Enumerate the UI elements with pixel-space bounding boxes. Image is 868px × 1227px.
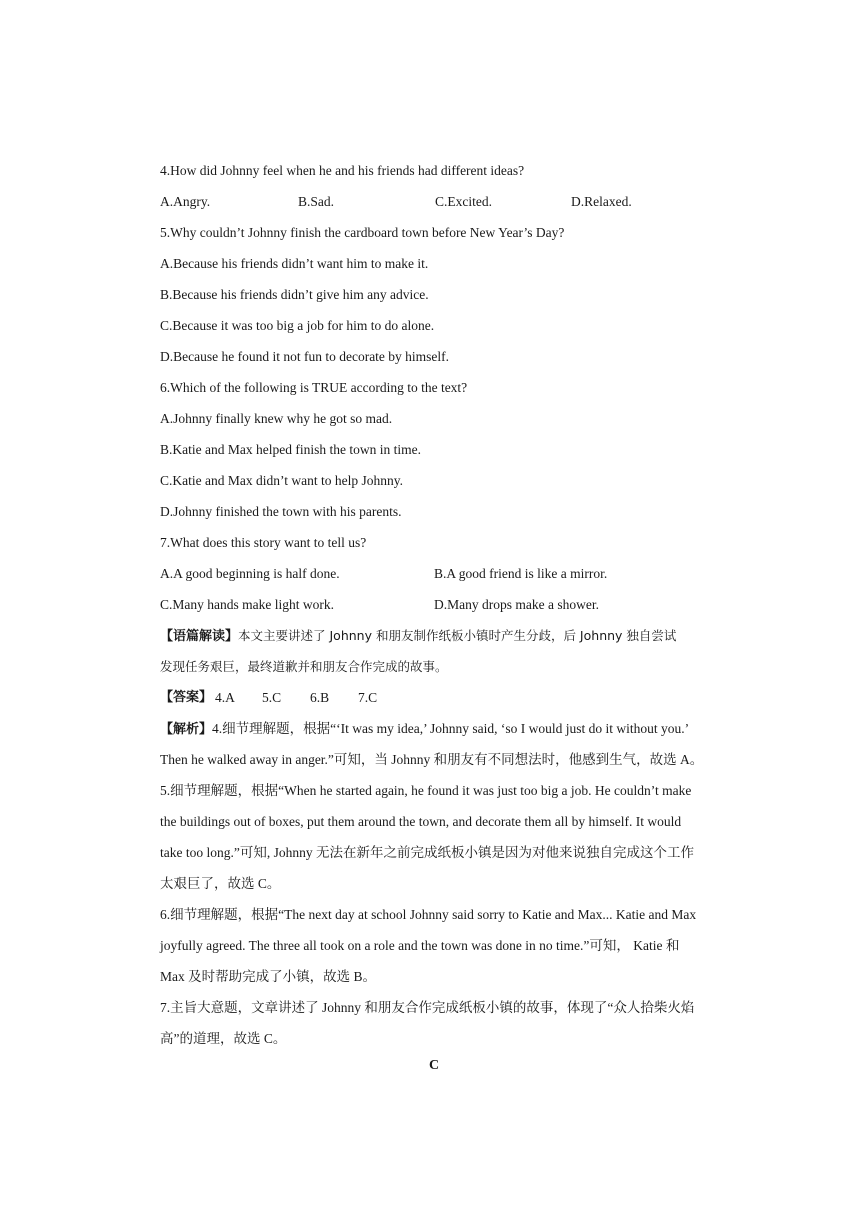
section-heading-c: C <box>428 1058 440 1073</box>
explanation-line1 <box>160 720 720 739</box>
q7-option-c: C.Many hands make light work. <box>160 597 334 612</box>
question-7-options-row1 <box>160 565 720 583</box>
question-7-stem: 7.What does this story want to tell us? <box>160 535 367 550</box>
answer-4: 4.A <box>215 690 235 705</box>
explain-text-1: 4.细节理解题，根据“‘It was my idea,’ Johnny said, ‘so I would just do it without you.’ <box>212 721 690 736</box>
question-5-stem: 5.Why couldn’t Johnny finish the cardboard town before New Year’s Day? <box>160 225 565 240</box>
explanation-line10: 7.主旨大意题，文章讲述了 Johnny 和朋友合作完成纸板小镇的故事，体现了“众人拾柴火焰 <box>160 1000 695 1015</box>
q5-option-c: C.Because it was too big a job for him to do alone. <box>160 318 435 333</box>
explanation-line4: the buildings out of boxes, put them around the town, and decorate them all by himself. It would <box>160 814 682 829</box>
q5-option-d: D.Because he found it not fun to decorate by himself. <box>160 349 450 364</box>
q6-option-a: A.Johnny finally knew why he got so mad. <box>160 411 393 426</box>
q6-option-c: C.Katie and Max didn’t want to help Johnny. <box>160 473 403 488</box>
question-7-options-row2 <box>160 596 720 614</box>
q4-option-c: C.Excited. <box>435 194 492 209</box>
q4-option-d: D.Relaxed. <box>571 194 632 209</box>
reading-summary-line1 <box>160 627 720 646</box>
answer-6: 6.B <box>310 690 330 705</box>
explanation-line9: Max 及时帮助完成了小镇，故选 B。 <box>160 969 376 984</box>
q7-option-b: B.A good friend is like a mirror. <box>434 566 608 581</box>
q4-option-a: A.Angry. <box>160 194 211 209</box>
explanation-line11: 高”的道理，故选 C。 <box>160 1031 287 1046</box>
q6-option-d: D.Johnny finished the town with his parents. <box>160 504 402 519</box>
q4-option-b: B.Sad. <box>298 194 335 209</box>
explanation-line5: take too long.”可知, Johnny 无法在新年之前完成纸板小镇是因为对他来说独自完成这个工作 <box>160 845 694 860</box>
question-6-stem: 6.Which of the following is TRUE according to the text? <box>160 380 468 395</box>
q7-option-d: D.Many drops make a shower. <box>434 597 599 612</box>
reading-text-1: 本文主要讲述了 Johnny 和朋友制作纸板小镇时产生分歧，后 Johnny 独自尝试 <box>238 628 677 643</box>
question-4-options <box>160 193 720 211</box>
answer-5: 5.C <box>262 690 282 705</box>
explanation-line7: 6.细节理解题，根据“The next day at school Johnny said sorry to Katie and Max... Katie and Max <box>160 907 697 922</box>
reading-summary-line2: 发现任务艰巨，最终道歉并和朋友合作完成的故事。 <box>160 659 448 674</box>
answer-label: 【答案】 <box>160 690 213 705</box>
answer-7: 7.C <box>358 690 378 705</box>
answer-row <box>160 689 720 707</box>
q7-option-a: A.A good beginning is half done. <box>160 566 340 581</box>
reading-label: 【语篇解读】 <box>160 629 239 644</box>
q6-option-b: B.Katie and Max helped finish the town in time. <box>160 442 421 457</box>
explanation-line6: 太艰巨了，故选 C。 <box>160 876 281 891</box>
explain-label: 【解析】 <box>160 722 213 737</box>
explanation-line3: 5.细节理解题，根据“When he started again, he found it was just too big a job. He couldn’t make <box>160 783 692 798</box>
explanation-line2: Then he walked away in anger.”可知，当 Johnny 和朋友有不同想法时，他感到生气，故选 A。 <box>160 752 704 767</box>
question-4-stem: 4.How did Johnny feel when he and his friends had different ideas? <box>160 163 525 178</box>
explanation-line8: joyfully agreed. The three all took on a role and the town was done in no time.”可知， Katie 和 <box>160 938 680 953</box>
q5-option-a: A.Because his friends didn’t want him to make it. <box>160 256 429 271</box>
q5-option-b: B.Because his friends didn’t give him any advice. <box>160 287 429 302</box>
